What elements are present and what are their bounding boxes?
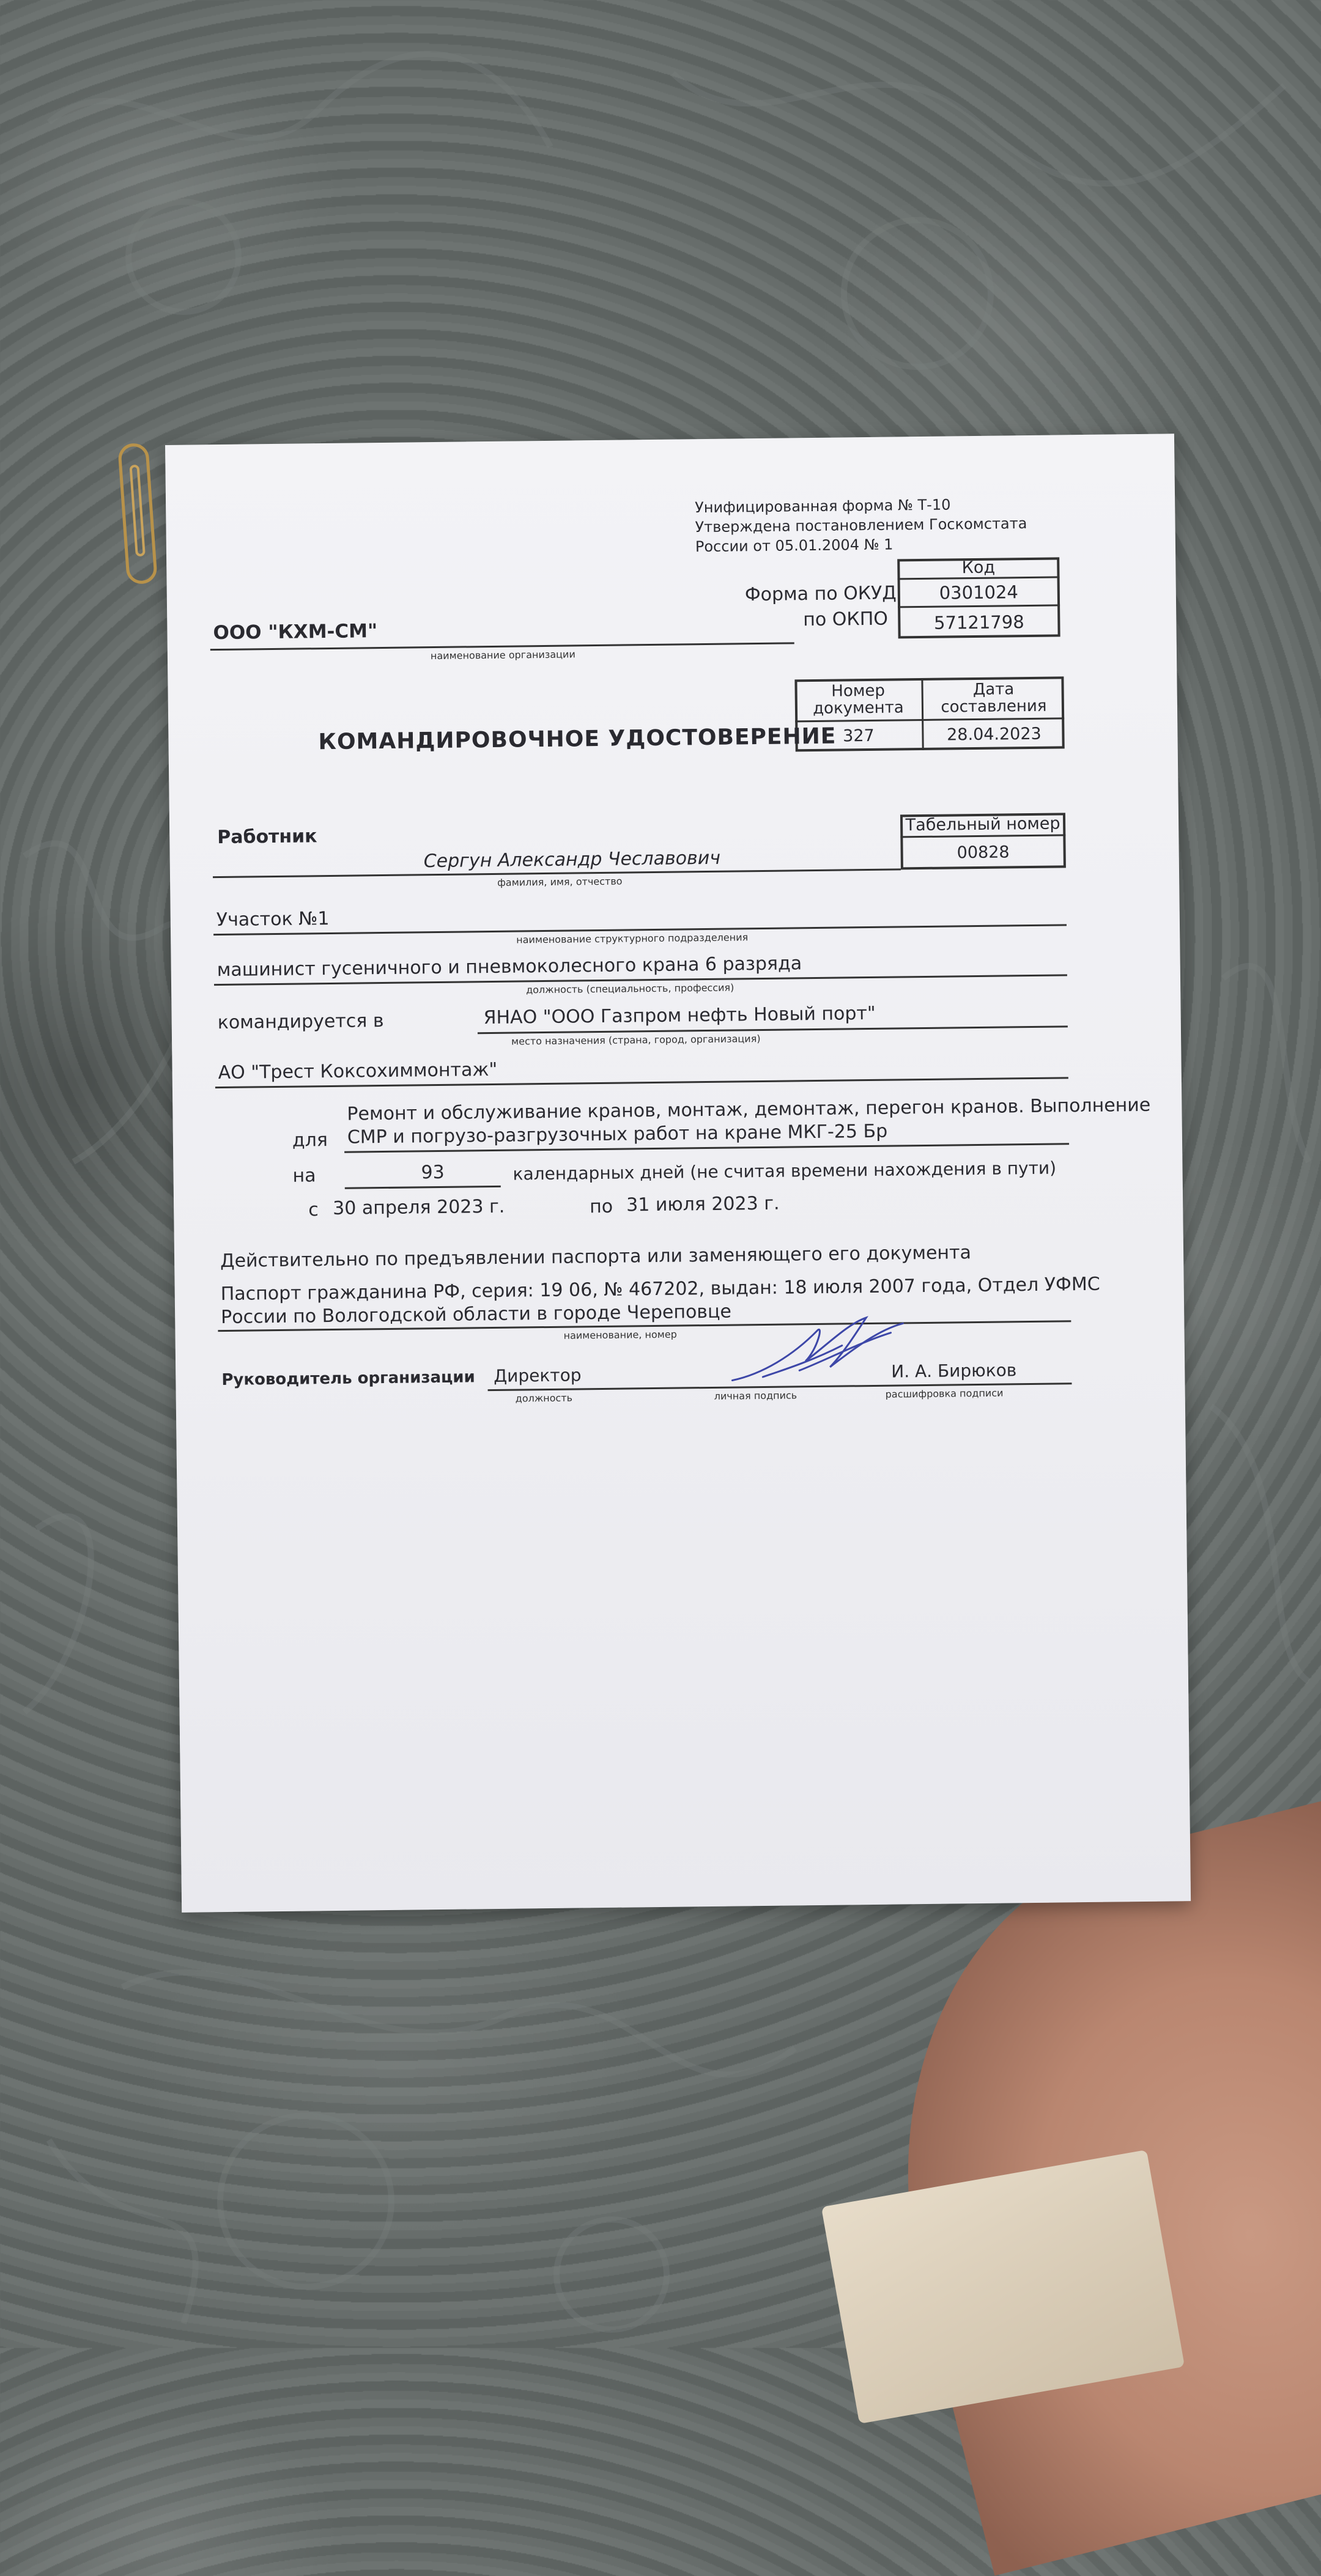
days-label: на — [292, 1165, 316, 1187]
okud-label: Форма по ОКУД — [744, 582, 897, 606]
passport-line2: России по Вологодской области в городе Череповце — [220, 1301, 732, 1329]
purpose-label: для — [292, 1129, 328, 1151]
department-caption: наименование структурного подразделения — [516, 931, 749, 946]
position: машинист гусеничного и пневмоколесного крана 6 разряда — [216, 953, 802, 981]
form-header-line1: Унифицированная форма № Т-10 — [695, 496, 951, 517]
to-date: 31 июля 2023 г. — [626, 1192, 780, 1216]
purpose-line2: СМР и погрузо-разгрузочных работ на кране МКГ-25 Бр — [347, 1120, 888, 1148]
codes-header: Код — [897, 557, 1059, 580]
to-label: по — [589, 1195, 613, 1218]
purpose-line1: Ремонт и обслуживание кранов, монтаж, демонтаж, перегон кранов. Выполнение — [347, 1094, 1151, 1125]
signature-name: И. А. Бирюков — [891, 1360, 1017, 1382]
tab-number-header: Табельный номер — [900, 813, 1065, 838]
okpo-value: 57121798 — [933, 611, 1024, 633]
validity-text: Действительно по предъявлении паспорта или заменяющего его документа — [220, 1242, 972, 1272]
position-caption: должность (специальность, профессия) — [526, 981, 735, 996]
form-header-line2: Утверждена постановлением Госкомстата — [695, 515, 1027, 536]
passport-caption: наименование, номер — [563, 1328, 677, 1342]
tab-number: 00828 — [957, 843, 1010, 863]
document-title: КОМАНДИРОВОЧНОЕ УДОСТОВЕРЕНИЕ — [318, 723, 837, 755]
destination-caption: место назначения (страна, город, организация) — [511, 1033, 761, 1047]
passport-line1: Паспорт гражданина РФ, серия: 19 06, № 467202, выдан: 18 июля 2007 года, Отдел УФМС — [220, 1273, 1100, 1305]
employee-label: Работник — [217, 825, 317, 849]
destination-line2: АО "Трест Коксохиммонтаж" — [218, 1058, 498, 1084]
department: Участок №1 — [216, 908, 330, 931]
signature-name-caption: расшифровка подписи — [885, 1387, 1004, 1400]
days-underline — [345, 1186, 501, 1189]
name-caption: фамилия, имя, отчество — [497, 875, 623, 888]
handwritten-signature — [725, 1311, 909, 1392]
sent-label: командируется в — [217, 1010, 384, 1034]
document-number-header: Номер документа — [794, 678, 923, 722]
travel-certificate-form — [165, 434, 1191, 1913]
signature-label: Руководитель организации — [221, 1368, 475, 1390]
organization-caption: наименование организации — [430, 648, 575, 662]
document-date: 28.04.2023 — [946, 724, 1042, 745]
from-label: с — [308, 1199, 319, 1221]
from-date: 30 апреля 2023 г. — [332, 1195, 505, 1219]
form-header-line3: России от 05.01.2004 № 1 — [695, 536, 894, 556]
signature-sign-caption: личная подпись — [714, 1389, 797, 1402]
okud-value: 0301024 — [898, 578, 1060, 608]
days-count: 93 — [421, 1161, 445, 1184]
document-date-header: Дата составления — [923, 676, 1064, 721]
destination-line1: ЯНАО "ООО Газпром нефть Новый порт" — [483, 1002, 876, 1029]
okpo-label: по ОКПО — [803, 608, 889, 631]
days-suffix: календарных дней (не считая времени нахождения в пути) — [512, 1157, 1057, 1184]
employee-full-name: Сергун Александр Чеславович — [423, 847, 721, 873]
signature-position: Директор — [494, 1365, 582, 1387]
organization-name: ООО "КХМ-СМ" — [213, 620, 378, 644]
signature-position-caption: должность — [515, 1392, 573, 1404]
document-number: 327 — [795, 721, 924, 751]
